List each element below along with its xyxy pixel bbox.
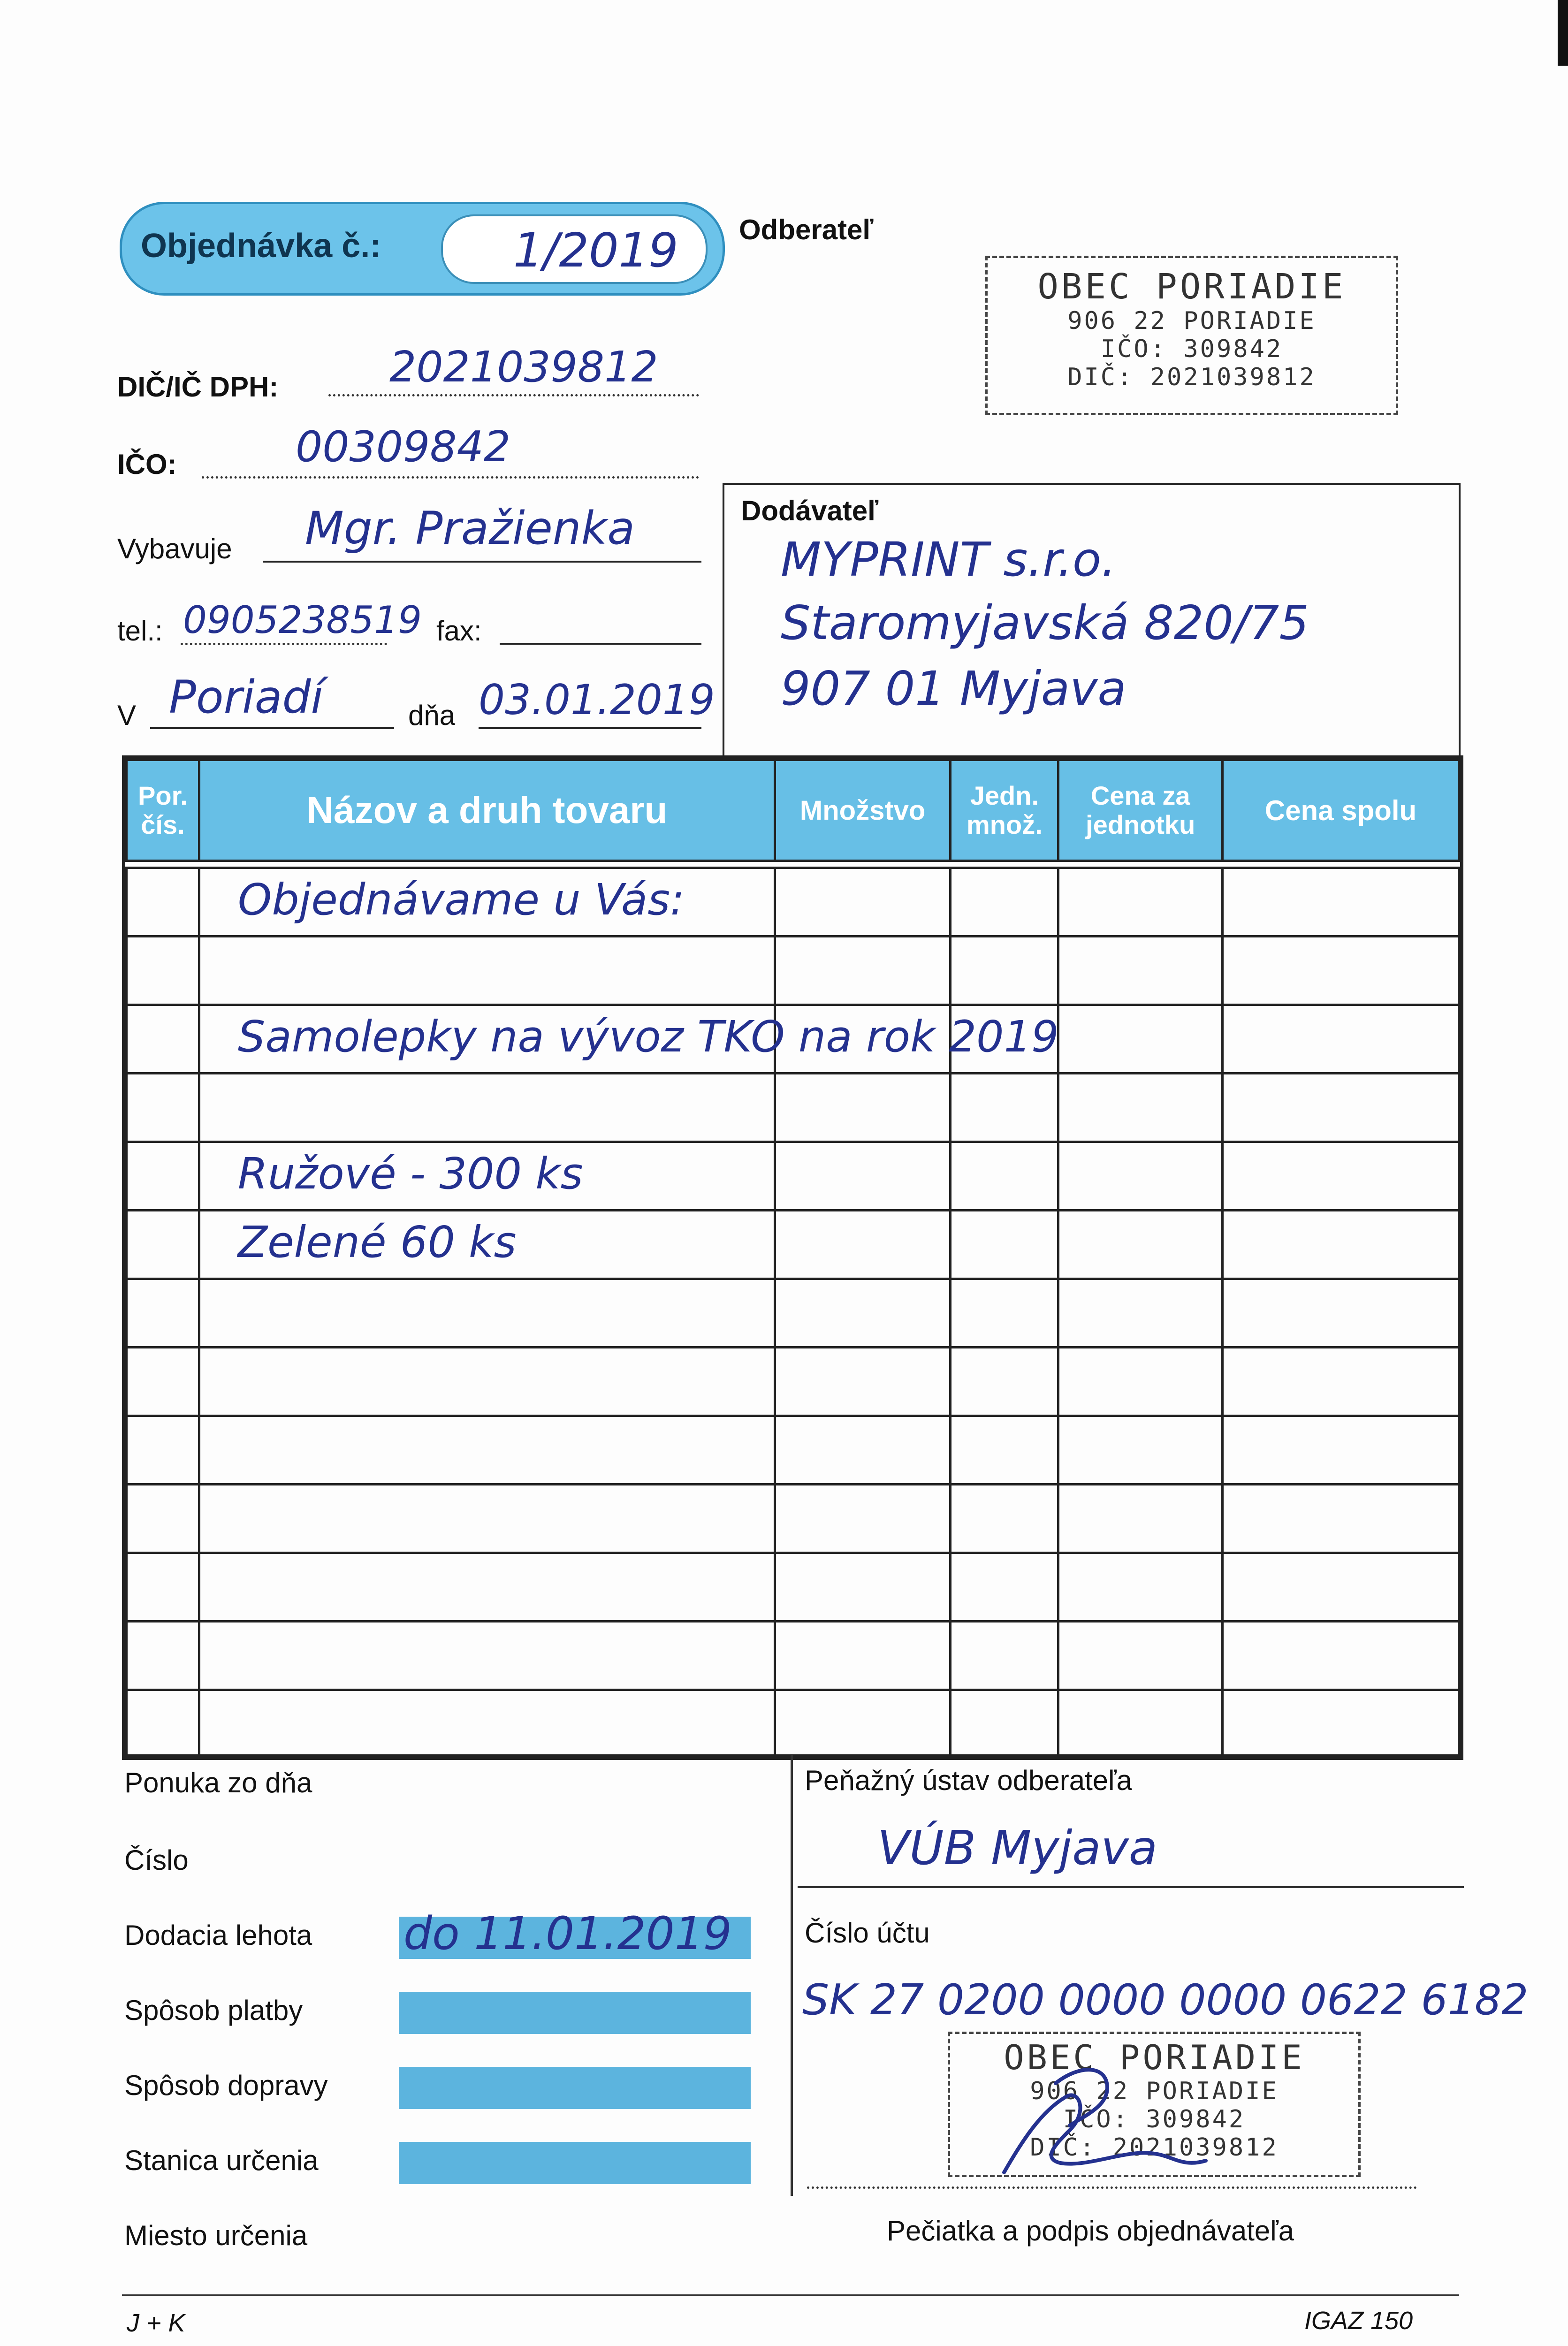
account-value: SK 27 0200 0000 0000 0622 6182	[802, 1975, 1529, 2025]
table-cell	[127, 1211, 199, 1279]
table-cell	[1223, 937, 1459, 1005]
item-name-cell	[199, 1279, 775, 1348]
table-cell	[127, 1416, 199, 1485]
table-cell	[951, 1142, 1058, 1211]
item-name-cell	[199, 1005, 1059, 1074]
item-name-cell	[199, 1622, 775, 1690]
table-row	[127, 1005, 1459, 1074]
fax-line	[500, 619, 701, 645]
page-edge	[1558, 0, 1568, 66]
dna-label: dňa	[408, 700, 456, 731]
item-text: Objednávame u Vás:	[237, 875, 685, 925]
tel-label: tel.:	[117, 615, 163, 647]
table-row	[127, 1142, 1459, 1211]
dodacia-field	[399, 1907, 751, 1960]
customer-label: Odberateľ	[739, 214, 874, 245]
col-name: Názov a druh tovaru	[199, 760, 775, 861]
dna-value: 03.01.2019	[479, 676, 715, 724]
table-cell	[1058, 1279, 1223, 1348]
table-cell	[951, 1348, 1058, 1416]
ico-label: IČO:	[117, 449, 177, 480]
table-row	[127, 1553, 1459, 1622]
vybavuje-value: Mgr. Pražienka	[305, 502, 635, 555]
table-cell	[1058, 937, 1223, 1005]
sig-stamp-line-4: DIČ: 2021039812	[1030, 2133, 1279, 2162]
table-row	[127, 937, 1459, 1005]
item-text: Samolepky na vývoz TKO na rok 2019	[237, 1012, 1059, 1062]
footer-line	[122, 2294, 1459, 2296]
table-row	[127, 1074, 1459, 1142]
table-cell	[127, 1279, 199, 1348]
table-cell	[951, 1074, 1058, 1142]
tel-value: 0905238519	[183, 598, 422, 642]
table-cell	[1058, 1074, 1223, 1142]
table-cell	[1058, 1348, 1223, 1416]
table-cell	[1058, 1553, 1223, 1622]
ponuka-label: Ponuka zo dňa	[124, 1767, 312, 1798]
dic-value: 2021039812	[389, 343, 658, 392]
table-cell	[1058, 1416, 1223, 1485]
table-cell	[127, 1553, 199, 1622]
table-cell	[775, 1622, 951, 1690]
col-unit: Jedn. množ.	[951, 760, 1058, 861]
table-cell	[775, 1279, 951, 1348]
table-cell	[127, 1485, 199, 1553]
table-cell	[1058, 1142, 1223, 1211]
table-cell	[1223, 1211, 1459, 1279]
sig-stamp-line-2: 906 22 PORIADIE	[1030, 2077, 1279, 2105]
table-cell	[127, 1348, 199, 1416]
table-cell	[1223, 1142, 1459, 1211]
vybavuje-label: Vybavuje	[117, 533, 232, 564]
doprava-label: Spôsob dopravy	[124, 2070, 328, 2101]
table-row	[127, 1279, 1459, 1348]
table-cell	[1058, 868, 1223, 937]
table-cell	[951, 868, 1058, 937]
table-cell	[1223, 1485, 1459, 1553]
account-label: Číslo účtu	[805, 1917, 930, 1949]
item-name-cell	[199, 868, 775, 937]
table-cell	[775, 1553, 951, 1622]
dic-label: DIČ/IČ DPH:	[117, 371, 279, 403]
stamp-line-4: DIČ: 2021039812	[1067, 363, 1316, 391]
table-cell	[951, 1622, 1058, 1690]
table-cell	[951, 1416, 1058, 1485]
stamp-line-3: IČO: 309842	[1100, 335, 1283, 363]
item-name-cell	[199, 1485, 775, 1553]
table-row	[127, 1622, 1459, 1690]
dodacia-value: do 11.01.2019	[403, 1907, 732, 1960]
miesto-label: Miesto určenia	[124, 2220, 308, 2251]
table-cell	[775, 1485, 951, 1553]
item-name-cell	[199, 1211, 775, 1279]
table-row	[127, 868, 1459, 937]
col-total: Cena spolu	[1223, 760, 1459, 861]
table-cell	[775, 1211, 951, 1279]
bank-line	[798, 1886, 1464, 1888]
table-cell	[1058, 1690, 1223, 1756]
customer-stamp	[985, 256, 1398, 415]
item-name-cell	[199, 1416, 775, 1485]
table-cell	[1058, 1005, 1223, 1074]
table-cell	[951, 1553, 1058, 1622]
platba-field	[399, 1992, 751, 2034]
footer-right: IGAZ 150	[1304, 2307, 1413, 2335]
table-cell	[1058, 1485, 1223, 1553]
table-cell	[951, 1690, 1058, 1756]
supplier-label: Dodávateľ	[741, 495, 879, 526]
table-cell	[127, 1622, 199, 1690]
table-cell	[1223, 1279, 1459, 1348]
footer-left: J + K	[127, 2309, 185, 2337]
v-label: V	[117, 700, 137, 731]
table-cell	[775, 1416, 951, 1485]
stanica-label: Stanica určenia	[124, 2145, 319, 2176]
sig-stamp-line-3: IČO: 309842	[1063, 2105, 1246, 2133]
col-qty: Množstvo	[775, 760, 951, 861]
supplier-line-2: Staromyjavská 820/75	[781, 595, 1309, 650]
table-row	[127, 1485, 1459, 1553]
bank-label: Peňažný ústav odberateľa	[805, 1765, 1132, 1796]
bank-value: VÚB Myjava	[877, 1820, 1157, 1875]
item-name-cell	[199, 1348, 775, 1416]
table-cell	[127, 1142, 199, 1211]
table-cell	[775, 1690, 951, 1756]
platba-label: Spôsob platby	[124, 1995, 303, 2026]
sig-stamp-line-1: OBEC PORIADIE	[1004, 2038, 1305, 2077]
table-row	[127, 1416, 1459, 1485]
signature-line	[807, 2177, 1417, 2189]
item-name-cell	[199, 937, 775, 1005]
table-cell	[127, 1005, 199, 1074]
table-cell	[951, 1279, 1058, 1348]
order-number: 1/2019	[513, 223, 678, 278]
table-cell	[775, 1074, 951, 1142]
order-label: Objednávka č.:	[141, 227, 381, 265]
item-name-cell	[199, 1074, 775, 1142]
col-por: Por. čís.	[127, 760, 199, 861]
supplier-line-3: 907 01 Myjava	[781, 661, 1127, 716]
order-number-field	[441, 214, 708, 284]
stanica-field	[399, 2142, 751, 2184]
order-pill	[120, 202, 725, 296]
item-text: Zelené 60 ks	[237, 1217, 517, 1267]
fax-label: fax:	[436, 615, 482, 647]
table-cell	[127, 1074, 199, 1142]
table-cell	[775, 868, 951, 937]
table-cell	[951, 937, 1058, 1005]
table-cell	[951, 1485, 1058, 1553]
table-cell	[1058, 1622, 1223, 1690]
stamp-line-2: 906 22 PORIADIE	[1067, 307, 1316, 335]
table-cell	[951, 1211, 1058, 1279]
bottom-divider	[791, 1755, 793, 2196]
table-cell	[1223, 1416, 1459, 1485]
table-cell	[775, 1142, 951, 1211]
items-table	[125, 759, 1460, 1757]
table-cell	[1223, 1074, 1459, 1142]
cislo-label: Číslo	[124, 1844, 189, 1876]
item-name-cell	[199, 1142, 775, 1211]
stamp-line-1: OBEC PORIADIE	[1037, 267, 1346, 307]
items-table-wrap	[122, 755, 1463, 1760]
table-cell	[775, 937, 951, 1005]
doprava-field	[399, 2067, 751, 2109]
item-name-cell	[199, 1690, 775, 1756]
signature	[985, 2055, 1276, 2196]
item-text: Ružové - 300 ks	[237, 1149, 583, 1199]
table-row	[127, 1211, 1459, 1279]
table-cell	[1223, 868, 1459, 937]
item-name-cell	[199, 1553, 775, 1622]
supplier-line-1: MYPRINT s.r.o.	[781, 532, 1116, 587]
table-cell	[1058, 1211, 1223, 1279]
table-cell	[1223, 1690, 1459, 1756]
table-cell	[1223, 1005, 1459, 1074]
table-row	[127, 1348, 1459, 1416]
dodacia-label: Dodacia lehota	[124, 1919, 312, 1951]
table-cell	[127, 937, 199, 1005]
col-unit-price: Cena za jednotku	[1058, 760, 1223, 861]
sign-label: Pečiatka a podpis objednávateľa	[887, 2215, 1294, 2247]
table-cell	[1223, 1348, 1459, 1416]
table-row	[127, 1690, 1459, 1756]
table-cell	[127, 868, 199, 937]
supplier-box	[723, 483, 1461, 760]
table-cell	[775, 1348, 951, 1416]
table-cell	[1223, 1622, 1459, 1690]
v-value: Poriadí	[169, 671, 324, 724]
table-cell	[127, 1690, 199, 1756]
table-cell	[1223, 1553, 1459, 1622]
ico-value: 00309842	[296, 422, 511, 472]
